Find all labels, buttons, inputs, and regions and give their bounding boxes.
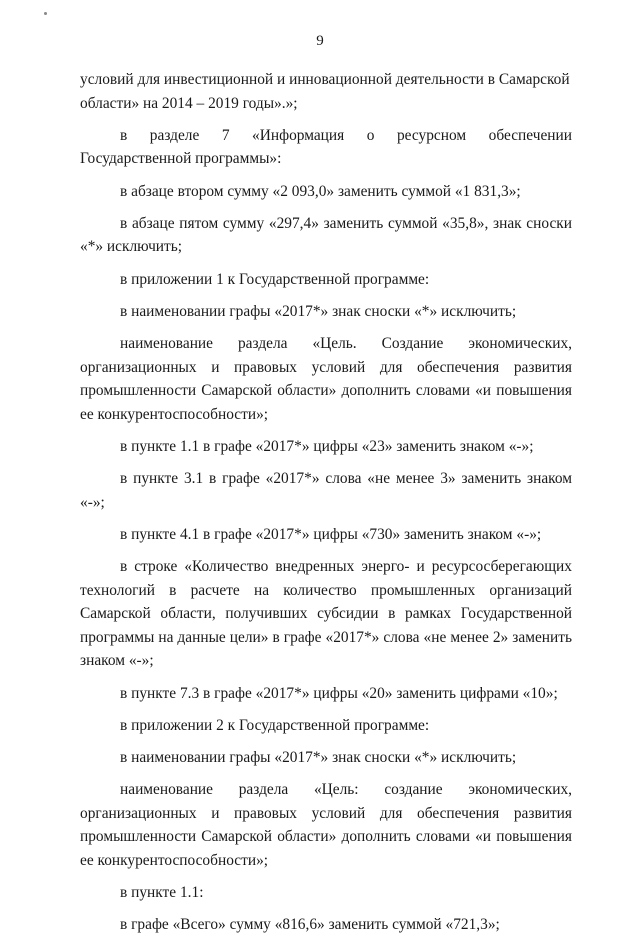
paragraph: в пункте 3.1 в графе «2017*» слова «не менее 3» заменить знаком «-»; bbox=[80, 470, 572, 511]
paragraph: в пункте 4.1 в графе «2017*» цифры «730» заменить знаком «-»; bbox=[120, 525, 542, 543]
paragraph: в наименовании графы «2017*» знак сноски «*» исключить; bbox=[120, 748, 517, 766]
paragraph: в наименовании графы «2017*» знак сноски «*» исключить; bbox=[120, 302, 517, 320]
paragraph: в пункте 1.1: bbox=[120, 884, 204, 902]
paragraph: в приложении 1 к Государственной программе: bbox=[120, 270, 430, 288]
scan-speck bbox=[44, 12, 47, 15]
document-body bbox=[80, 68, 572, 946]
paragraph: в приложении 2 к Государственной программе: bbox=[120, 716, 430, 734]
paragraph: в разделе 7 «Информация о ресурсном обеспечении Государственной программы»: bbox=[80, 126, 572, 168]
paragraph: в абзаце втором сумму «2 093,0» заменить суммой «1 831,3»; bbox=[120, 182, 521, 200]
paragraph: в графе «Всего» сумму «816,6» заменить суммой «721,3»; bbox=[120, 916, 500, 934]
paragraph-continuation: условий для инвестиционной и инновационной деятельности в Самарской области» на 2014 – 2019 годы».»; bbox=[80, 71, 570, 112]
paragraph: наименование раздела «Цель: создание экономических, организационных и правовых условий для обеспечения развития промышленности Самарской области» дополнить словами «и повышения ее конкурентоспособности»; bbox=[80, 781, 572, 869]
paragraph: в пункте 7.3 в графе «2017*» цифры «20» заменить цифрами «10»; bbox=[120, 684, 558, 702]
paragraph: наименование раздела «Цель. Создание экономических, организационных и правовых условий для обеспечения развития промышленности Самарской области» дополнить словами «и повышения ее конкурентоспособности»; bbox=[80, 334, 572, 423]
paragraph: в пункте 1.1 в графе «2017*» цифры «23» заменить знаком «-»; bbox=[120, 437, 534, 455]
paragraph: в абзаце пятом сумму «297,4» заменить суммой «35,8», знак сноски «*» исключить; bbox=[80, 214, 572, 256]
paragraph: в строке «Количество внедренных энерго- и ресурсосберегающих технологий в расчете на количество промышленных организаций Самарской области, получивших субсидии в рамках Государственной программы на данные цели» в графе «2017*» слова «не менее 2» заменить знаком «-»; bbox=[80, 558, 572, 670]
page-number: 9 bbox=[316, 33, 324, 49]
